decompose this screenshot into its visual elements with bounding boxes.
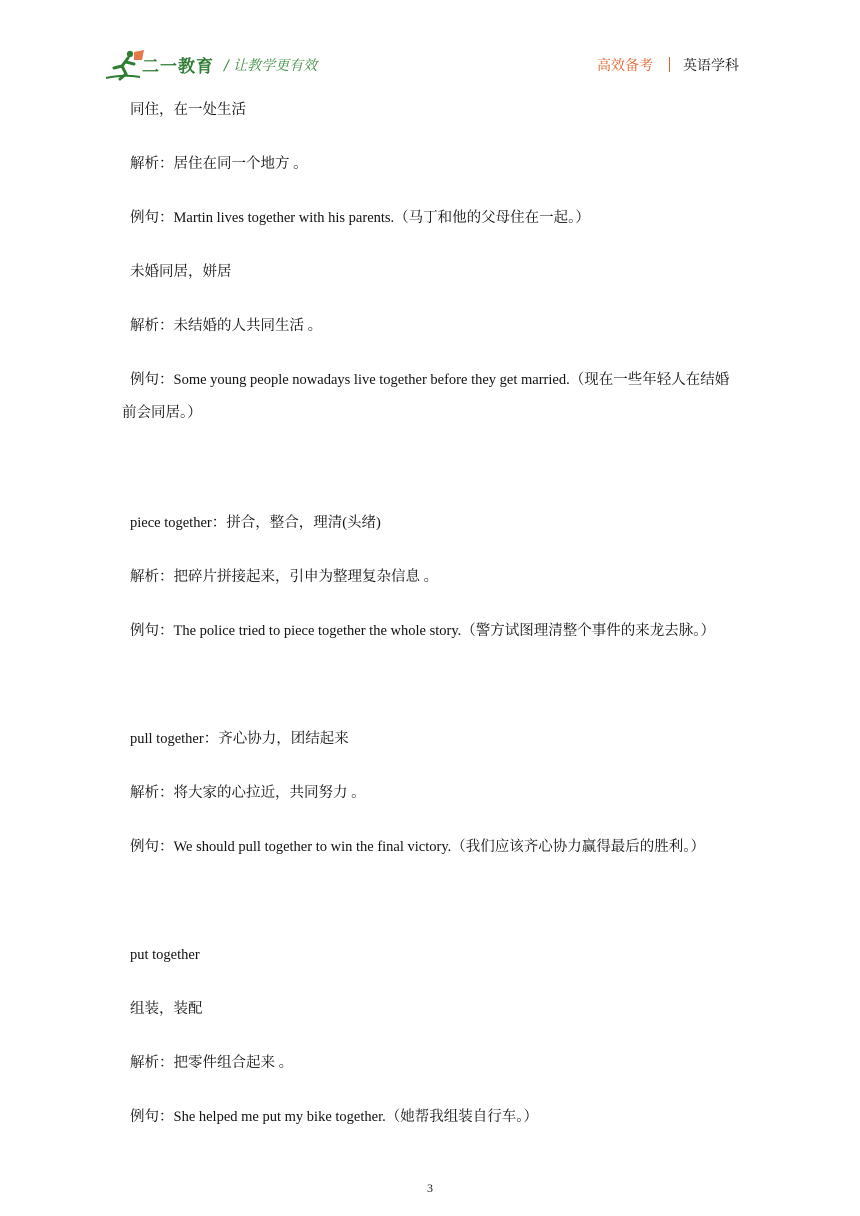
- phrase-heading: pull together：齐心协力，团结起来: [130, 731, 349, 747]
- definition-line: 组装，装配: [130, 1001, 203, 1017]
- example-line-continued: 前会同居。）: [122, 405, 202, 421]
- explanation-line: 解析：将大家的心拉近，共同努力 。: [130, 785, 366, 801]
- explanation-line: 解析：未结婚的人共同生活 。: [130, 318, 323, 334]
- subject-label: 英语学科: [683, 58, 739, 74]
- example-line: 例句：We should pull together to win the final victory.（我们应该齐心协力赢得最后的胜利。）: [130, 839, 706, 855]
- page-header: [0, 0, 860, 90]
- phrase-heading: put together: [130, 947, 200, 963]
- slogan: / 让教学更有效: [224, 58, 318, 74]
- header-divider: [669, 57, 670, 72]
- page-number: 3: [427, 1181, 433, 1195]
- example-line: 例句：She helped me put my bike together.（她帮我组装自行车。）: [130, 1109, 538, 1125]
- example-line: 例句：The police tried to piece together the whole story.（警方试图理清整个事件的来龙去脉。）: [130, 623, 715, 639]
- explanation-line: 解析：居住在同一个地方 。: [130, 156, 308, 172]
- example-line: 例句：Martin lives together with his parents.（马丁和他的父母住在一起。）: [130, 210, 590, 226]
- example-line: 例句：Some young people nowadays live together before they get married.（现在一些年轻人在结婚: [130, 372, 730, 388]
- definition-line: 同住，在一处生活: [130, 102, 246, 118]
- explanation-line: 解析：把零件组合起来 。: [130, 1055, 294, 1071]
- explanation-line: 解析：把碎片拼接起来，引申为整理复杂信息 。: [130, 569, 439, 585]
- tagline: 高效备考: [597, 58, 653, 74]
- definition-line: 未婚同居，姘居: [130, 264, 232, 280]
- logo-text: 二一教育: [142, 57, 214, 77]
- phrase-heading: piece together：拼合，整合，理清(头绪): [130, 515, 381, 531]
